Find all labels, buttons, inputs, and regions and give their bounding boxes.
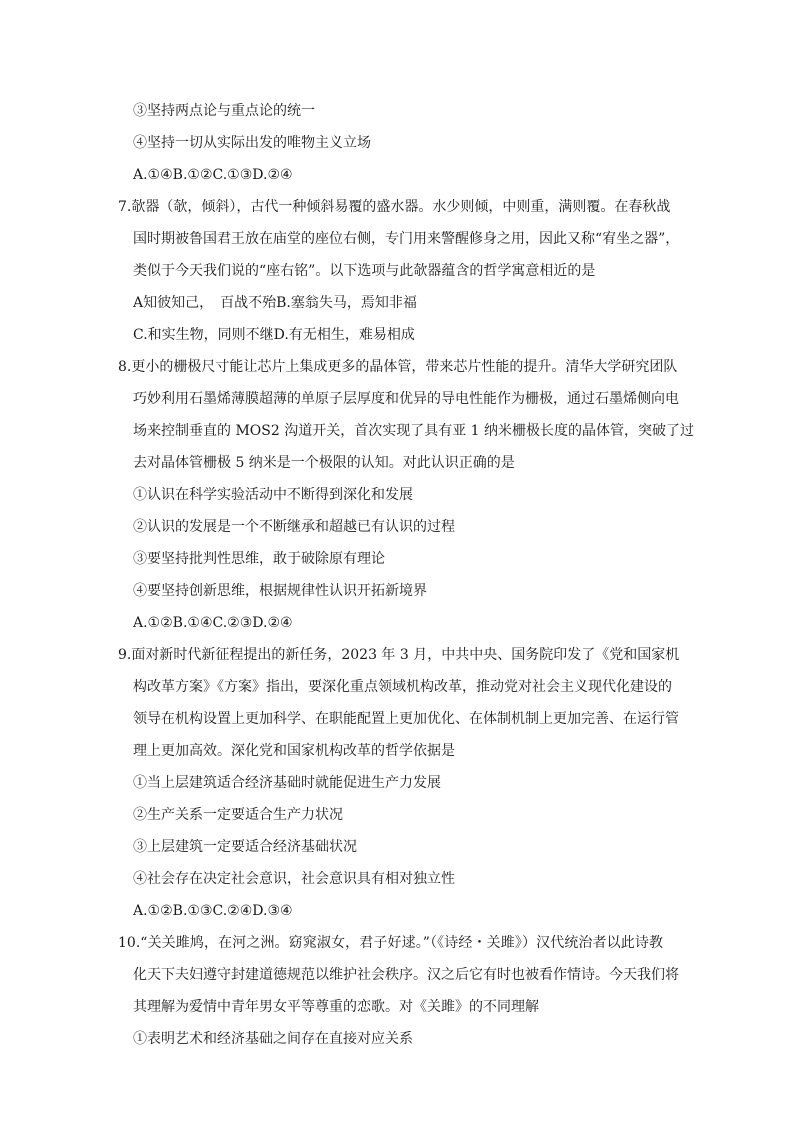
question-9-option-1: ①当上层建筑适合经济基础时就能促进生产力发展: [133, 775, 441, 791]
question-9-line-4: 理上更加高效。深化党和国家机构改革的哲学依据是: [133, 743, 455, 759]
question-8-line-4: 去对晶体管栅极 5 纳米是一个极限的认知。对此认识正确的是: [133, 455, 515, 471]
question-9-answer-choices: A.①②B.①③C.②④D.③④: [133, 903, 293, 919]
question-10-line-2: 化天下夫妇遵守封建道德规范以维护社会秩序。汉之后它有时也被看作情诗。今天我们将: [133, 967, 679, 983]
question-9-option-4: ④社会存在决定社会意识，社会意识具有相对独立性: [133, 871, 455, 887]
question-10-option-1: ①表明艺术和经济基础之间存在直接对应关系: [133, 1031, 413, 1047]
question-8-line-2: 巧妙利用石墨烯薄膜超薄的单原子层厚度和优异的导电性能作为栅极，通过石墨烯侧向电: [133, 391, 679, 407]
question-9-option-2: ②生产关系一定要适合生产力状况: [133, 807, 343, 823]
question-8-option-3: ③要坚持批判性思维，敢于破除原有理论: [133, 551, 385, 567]
question-8-line-3: 场来控制垂直的 MOS2 沟道开关，首次实现了具有亚 1 纳米栅极长度的晶体管，突破了过: [133, 423, 695, 439]
option-line: ③坚持两点论与重点论的统一: [133, 103, 315, 119]
question-9-line-1: 9.面对新时代新征程提出的新任务，2023 年 3 月，中共中央、国务院印发了《党和国家机: [118, 647, 680, 663]
question-10-line-3: 其理解为爱情中青年男女平等尊重的恋歌。对《关雎》的不同理解: [133, 999, 539, 1015]
question-8-line-1: 8.更小的栅极尺寸能让芯片上集成更多的晶体管，带来芯片性能的提升。清华大学研究团队: [118, 359, 678, 375]
question-7-line-1: 7.欹器（欹，倾斜），古代一种倾斜易覆的盛水器。水少则倾，中则重，满则覆。在春秋战: [118, 199, 671, 215]
question-9-option-3: ③上层建筑一定要适合经济基础状况: [133, 839, 357, 855]
answer-choices: A.①④B.①②C.①③D.②④: [133, 167, 293, 183]
question-8-option-1: ①认识在科学实验活动中不断得到深化和发展: [133, 487, 413, 503]
option-line: ④坚持一切从实际出发的唯物主义立场: [133, 135, 371, 151]
question-7-options-ab: A知彼知己， 百战不殆B.塞翁失马，焉知非福: [133, 295, 417, 311]
question-8-option-4: ④要坚持创新思维，根据规律性认识开拓新境界: [133, 583, 427, 599]
question-7-line-3: 类似于今天我们说的“座右铭”。以下选项与此欹器蕴含的哲学寓意相近的是: [133, 263, 596, 279]
question-10-line-1: 10.“关关雎鸠，在河之洲。窈窕淑女，君子好逑。”（《诗经・关雎》）汉代统治者以此诗教: [118, 935, 663, 951]
question-7-options-cd: C.和实生物，同则不继D.有无相生，难易相成: [133, 327, 415, 343]
question-9-line-3: 领导在机构设置上更加科学、在职能配置上更加优化、在体制机制上更加完善、在运行管: [133, 711, 679, 727]
question-9-line-2: 构改革方案》《方案》指出，要深化重点领域机构改革，推动党对社会主义现代化建设的: [133, 679, 672, 695]
question-8-option-2: ②认识的发展是一个不断继承和超越已有认识的过程: [133, 519, 455, 535]
question-7-line-2: 国时期被鲁国君王放在庙堂的座位右侧，专门用来警醒修身之用，因此又称“宥坐之器”，: [133, 231, 680, 247]
question-8-answer-choices: A.①②B.①④C.②③D.②④: [133, 615, 293, 631]
